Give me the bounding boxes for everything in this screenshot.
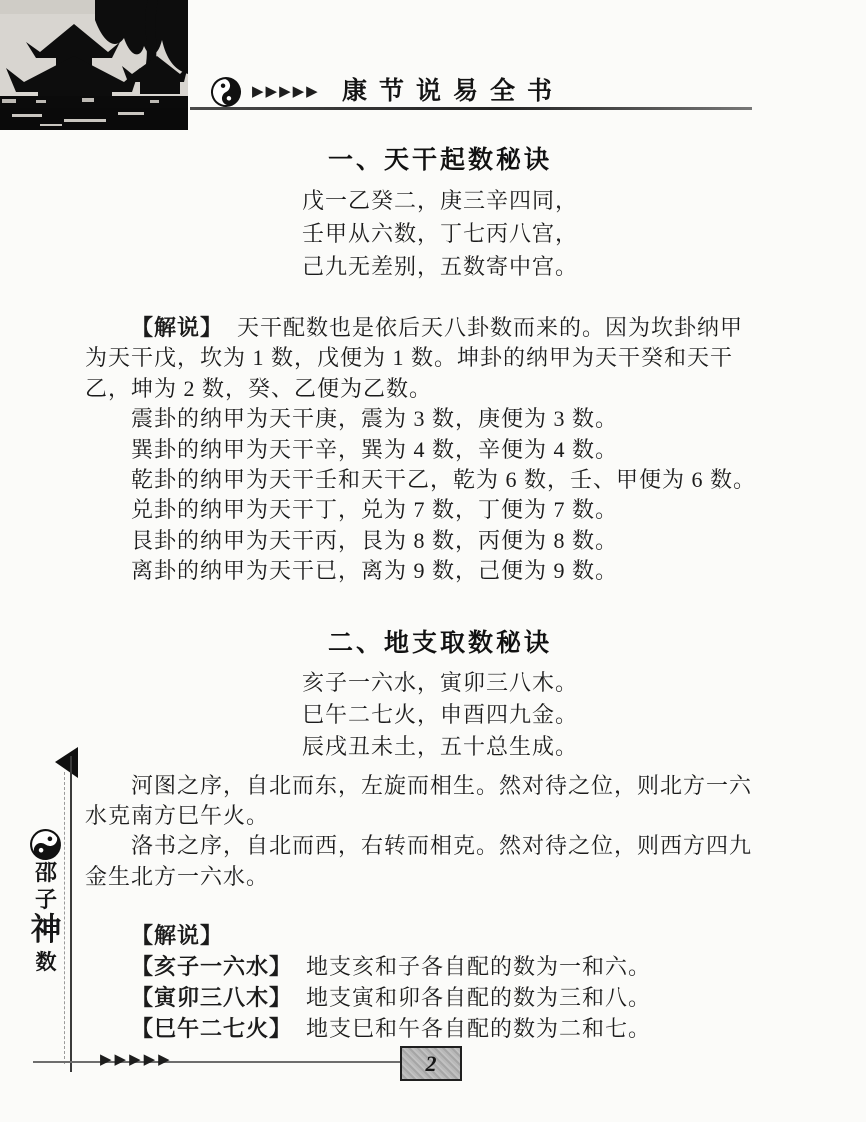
term-label: 【亥子一六水】 xyxy=(131,954,293,980)
footer-rule xyxy=(33,1061,403,1063)
sidebar-rule xyxy=(70,756,72,1072)
header-arrows-icon: ▶▶▶▶▶ xyxy=(252,82,320,100)
pagoda-photo-art xyxy=(0,0,188,130)
paragraph-line: 乙，坤为 2 数，癸、乙便为乙数。 xyxy=(85,375,433,401)
paragraph-line: 金生北方一六水。 xyxy=(85,863,270,889)
glossary-item: 【亥子一六水】 地支亥和子各自配的数为一和六。 xyxy=(131,954,652,980)
footer-arrows-icon: ▶▶▶▶▶ xyxy=(100,1050,173,1068)
page-number: 2 xyxy=(425,1050,437,1076)
sidebar-seal-char: 神 xyxy=(30,912,62,947)
section2-title: 二、地支取数秘诀 xyxy=(327,629,552,657)
explain-label: 【解说】 xyxy=(131,923,224,949)
verse-line: 辰戌丑未土，五十总生成。 xyxy=(301,733,578,759)
glossary-item: 【寅卯三八木】 地支寅和卯各自配的数为三和八。 xyxy=(131,985,652,1011)
paragraph-line: 离卦的纳甲为天干已，离为 9 数，己便为 9 数。 xyxy=(131,558,619,584)
verse-line: 巳午二七火，申酉四九金。 xyxy=(301,701,578,727)
paragraph-line: 巽卦的纳甲为天干辛，巽为 4 数，辛便为 4 数。 xyxy=(131,436,619,462)
book-title: 康节说易全书 xyxy=(342,78,565,105)
sidebar-arrow-icon xyxy=(55,747,78,778)
header-rule xyxy=(190,107,752,110)
paragraph-line: 为天干戊，坎为 1 数，戊便为 1 数。坤卦的纳甲为天干癸和天干 xyxy=(85,345,734,371)
section1-title: 一、天干起数秘诀 xyxy=(327,147,552,174)
sidebar-seal-char: 数 xyxy=(35,950,57,974)
paragraph-line: 艮卦的纳甲为天干丙，艮为 8 数，丙便为 8 数。 xyxy=(131,527,619,553)
verse-line: 亥子一六水，寅卯三八木。 xyxy=(301,669,578,695)
term-label: 【巳午二七火】 xyxy=(131,1016,293,1042)
term-label: 【寅卯三八木】 xyxy=(131,985,293,1011)
paragraph-line: 洛书之序，自北而西，右转而相克。然对待之位，则西方四九 xyxy=(131,833,753,859)
section2-verse xyxy=(85,667,795,763)
explain-label: 【解说】 xyxy=(131,315,224,340)
verse-line: 己九无差别，五数寄中宫。 xyxy=(301,254,578,279)
section1-verse xyxy=(85,184,795,283)
paragraph-line: 【解说】 天干配数也是依后天八卦数而来的。因为坎卦纳甲 xyxy=(131,315,744,340)
paragraph-line: 水克南方巳午火。 xyxy=(85,803,270,829)
sidebar-seal-char: 邵 xyxy=(34,860,57,885)
paragraph-line: 兑卦的纳甲为天干丁，兑为 7 数，丁便为 7 数。 xyxy=(131,497,619,523)
pagoda-photo xyxy=(0,0,188,130)
paragraph-line: 乾卦的纳甲为天干壬和天干乙，乾为 6 数，壬、甲便为 6 数。 xyxy=(131,467,757,493)
paragraph-line: 河图之序，自北而东，左旋而相生。然对待之位，则北方一六 xyxy=(131,772,753,798)
glossary-item: 【巳午二七火】 地支巳和午各自配的数为二和七。 xyxy=(131,1016,652,1042)
verse-line: 戊一乙癸二，庚三辛四同， xyxy=(301,188,578,213)
paragraph-line: 震卦的纳甲为天干庚，震为 3 数，庚便为 3 数。 xyxy=(131,406,619,432)
verse-line: 壬甲从六数，丁七丙八宫， xyxy=(301,221,578,246)
page-number-badge xyxy=(400,1046,462,1081)
page-body xyxy=(85,140,795,1044)
sidebar-seal-char: 子 xyxy=(34,887,57,912)
